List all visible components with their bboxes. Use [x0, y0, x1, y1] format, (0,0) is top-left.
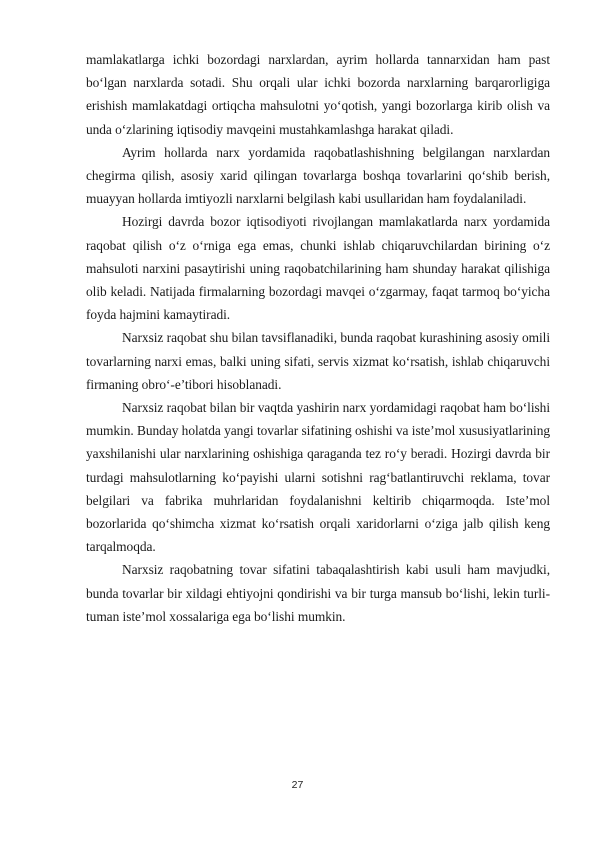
paragraph-quality-differentiation: Narxsiz raqobatning tovar sifatini tabaqalashtirish kabi usuli ham mavjudki, bunda tovarlar bir xildagi ehtiyojni qondirishi va bir turga mansub bo‘lishi, lekin turli-tuman iste’mol xossalariga ega bo‘lishi mumkin.	[86, 562, 550, 624]
paragraph-non-price-competition: Narxsiz raqobat shu bilan tavsiflanadiki, bunda raqobat kurashining asosiy omili tovarlarning narxi emas, balki uning sifati, servis xizmat ko‘rsatish, ishlab chiqaruvchi firmaning obro‘-e’tibori hisoblanadi.	[86, 330, 550, 392]
paragraph-continuation: mamlakatlarga ichki bozordagi narxlardan, ayrim hollarda tannarxidan ham past bo‘lgan narxlarda sotadi. Shu orqali ular ichki bozorda narxlarning barqarorligiga erishish mamlakatdagi ortiqcha mahsulotni yo‘qotish, yangi bozorlarga kirib olish va unda o‘zlarining iqtisodiy mavqeini mustahkamlashga harakat qiladi.	[86, 52, 550, 137]
paragraph-modern-period: Hozirgi davrda bozor iqtisodiyoti rivojlangan mamlakatlarda narx yordamida raqobat qilish o‘z o‘rniga ega emas, chunki ishlab chiqaruvchilardan birining o‘z mahsuloti narxini pasaytirishi uning raqobatchilarining ham shunday harakat qilishiga olib keladi. Natijada firmalarning bozordagi mavqei o‘zgarmay, faqat tarmoq bo‘yicha foyda hajmini kamaytiradi.	[86, 214, 550, 323]
document-page	[86, 48, 550, 628]
paragraph-hidden-price-competition: Narxsiz raqobat bilan bir vaqtda yashirin narx yordamidagi raqobat ham bo‘lishi mumkin. Bunday holatda yangi tovarlar sifatining oshishi va iste’mol xususiyatlarining yaxshilanishi ular narxlarining oshishiga qaraganda tez ro‘y beradi. Hozirgi davrda bir turdagi mahsulotlarning ko‘payishi ularni sotishni rag‘batlantiruvchi reklama, tovar belgilari va fabrika muhrlaridan foydalanishni keltirib chiqarmoqda. Iste’mol bozorlarida qo‘shimcha xizmat ko‘rsatish orqali xaridorlarni o‘ziga jalb qilish keng tarqalmoqda.	[86, 400, 550, 555]
page-number: 27	[291, 779, 304, 791]
paragraph-price-competition-methods: Ayrim hollarda narx yordamida raqobatlashishning belgilangan narxlardan chegirma qilish, asosiy xarid qilingan tovarlarga boshqa tovarlarini qo‘shib berish, muayyan hollarda imtiyozli narxlarni belgilash kabi usullaridan ham foydalaniladi.	[86, 144, 550, 207]
